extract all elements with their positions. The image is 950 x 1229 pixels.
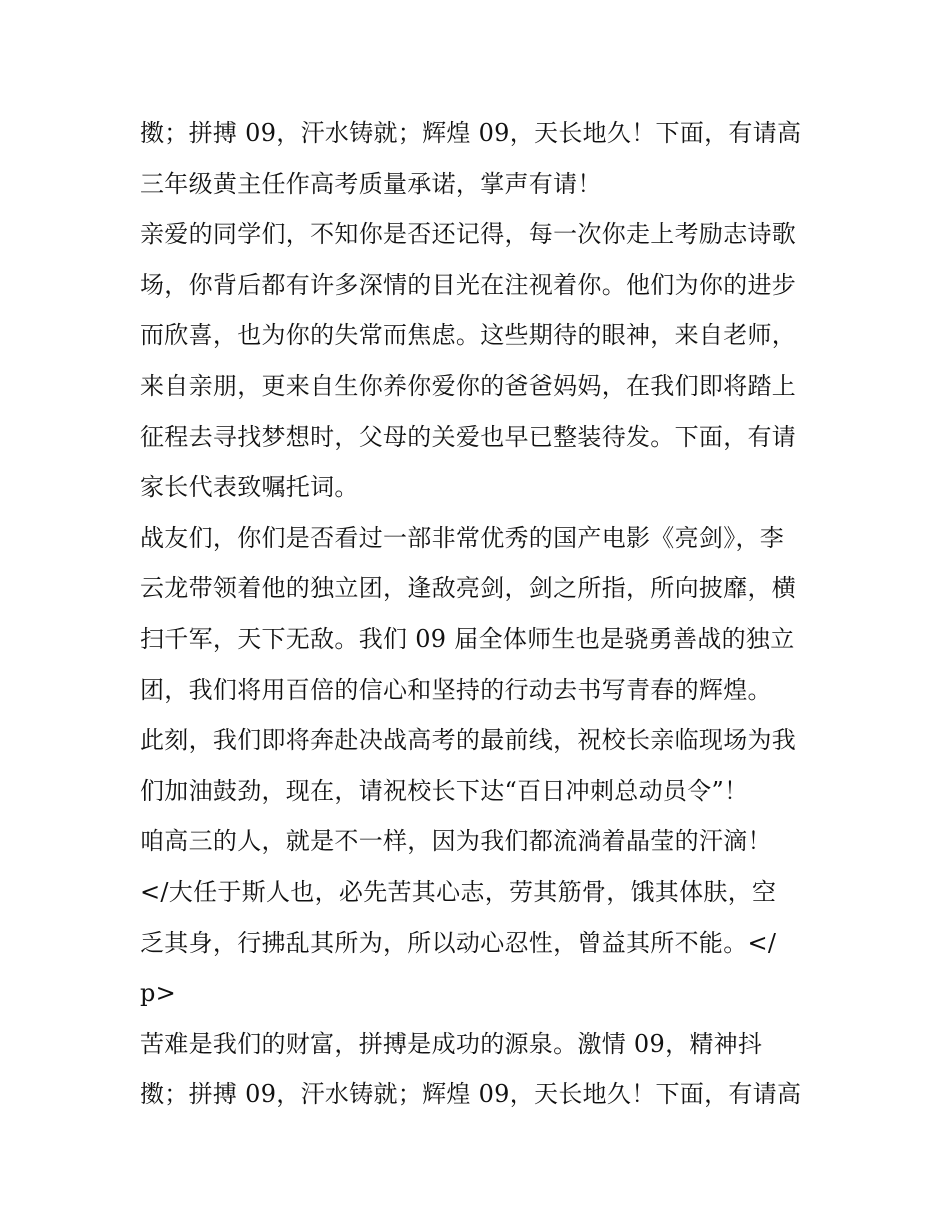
text-line: 擞；拼搏 09，汗水铸就；辉煌 09，天长地久！下面，有请高 xyxy=(140,1080,802,1109)
text-line: </大任于斯人也，必先苦其心志，劳其筋骨，饿其体肤，空 xyxy=(140,877,777,906)
text-line: 来自亲朋，更来自生你养你爱你的爸爸妈妈，在我们即将踏上 xyxy=(140,371,797,400)
text-line: 三年级黄主任作高考质量承诺，掌声有请！ xyxy=(140,169,602,198)
document-body xyxy=(140,108,820,1120)
text-line: 擞；拼搏 09，汗水铸就；辉煌 09，天长地久！下面，有请高 xyxy=(140,119,802,147)
text-line: 而欣喜，也为你的失常而焦虑。这些期待的眼神，来自老师， xyxy=(140,321,797,350)
text-line: 家长代表致嘱托词。 xyxy=(140,473,359,502)
text-line: 团，我们将用百倍的信心和坚持的行动去书写青春的辉煌。 xyxy=(140,675,772,704)
text-line: 战友们，你们是否看过一部非常优秀的国产电影《亮剑》，李 xyxy=(140,523,785,552)
text-line: p> xyxy=(140,979,177,1008)
text-line: 云龙带领着他的独立团，逢敌亮剑，剑之所指，所向披靡，横 xyxy=(140,574,797,603)
text-line: 亲爱的同学们，不知你是否还记得，每一次你走上考励志诗歌 xyxy=(140,220,797,249)
text-line: 场，你背后都有许多深情的目光在注视着你。他们为你的进步 xyxy=(140,270,797,299)
text-line: 乏其身，行拂乱其所为，所以动心忍性，曾益其所不能。</ xyxy=(140,928,777,957)
text-line: 征程去寻找梦想时，父母的关爱也早已整装待发。下面，有请 xyxy=(140,422,797,451)
text-line: 扫千军，天下无敌。我们 09 届全体师生也是骁勇善战的独立 xyxy=(140,624,795,653)
text-line: 苦难是我们的财富，拼搏是成功的源泉。激情 09，精神抖 xyxy=(140,1029,763,1058)
text-line: 们加油鼓劲，现在，请祝校长下达“百日冲刺总动员令”！ xyxy=(140,776,749,805)
text-line: 此刻，我们即将奔赴决战高考的最前线，祝校长亲临现场为我 xyxy=(140,726,797,755)
text-line: 咱高三的人，就是不一样，因为我们都流淌着晶莹的汗滴！ xyxy=(140,827,772,856)
